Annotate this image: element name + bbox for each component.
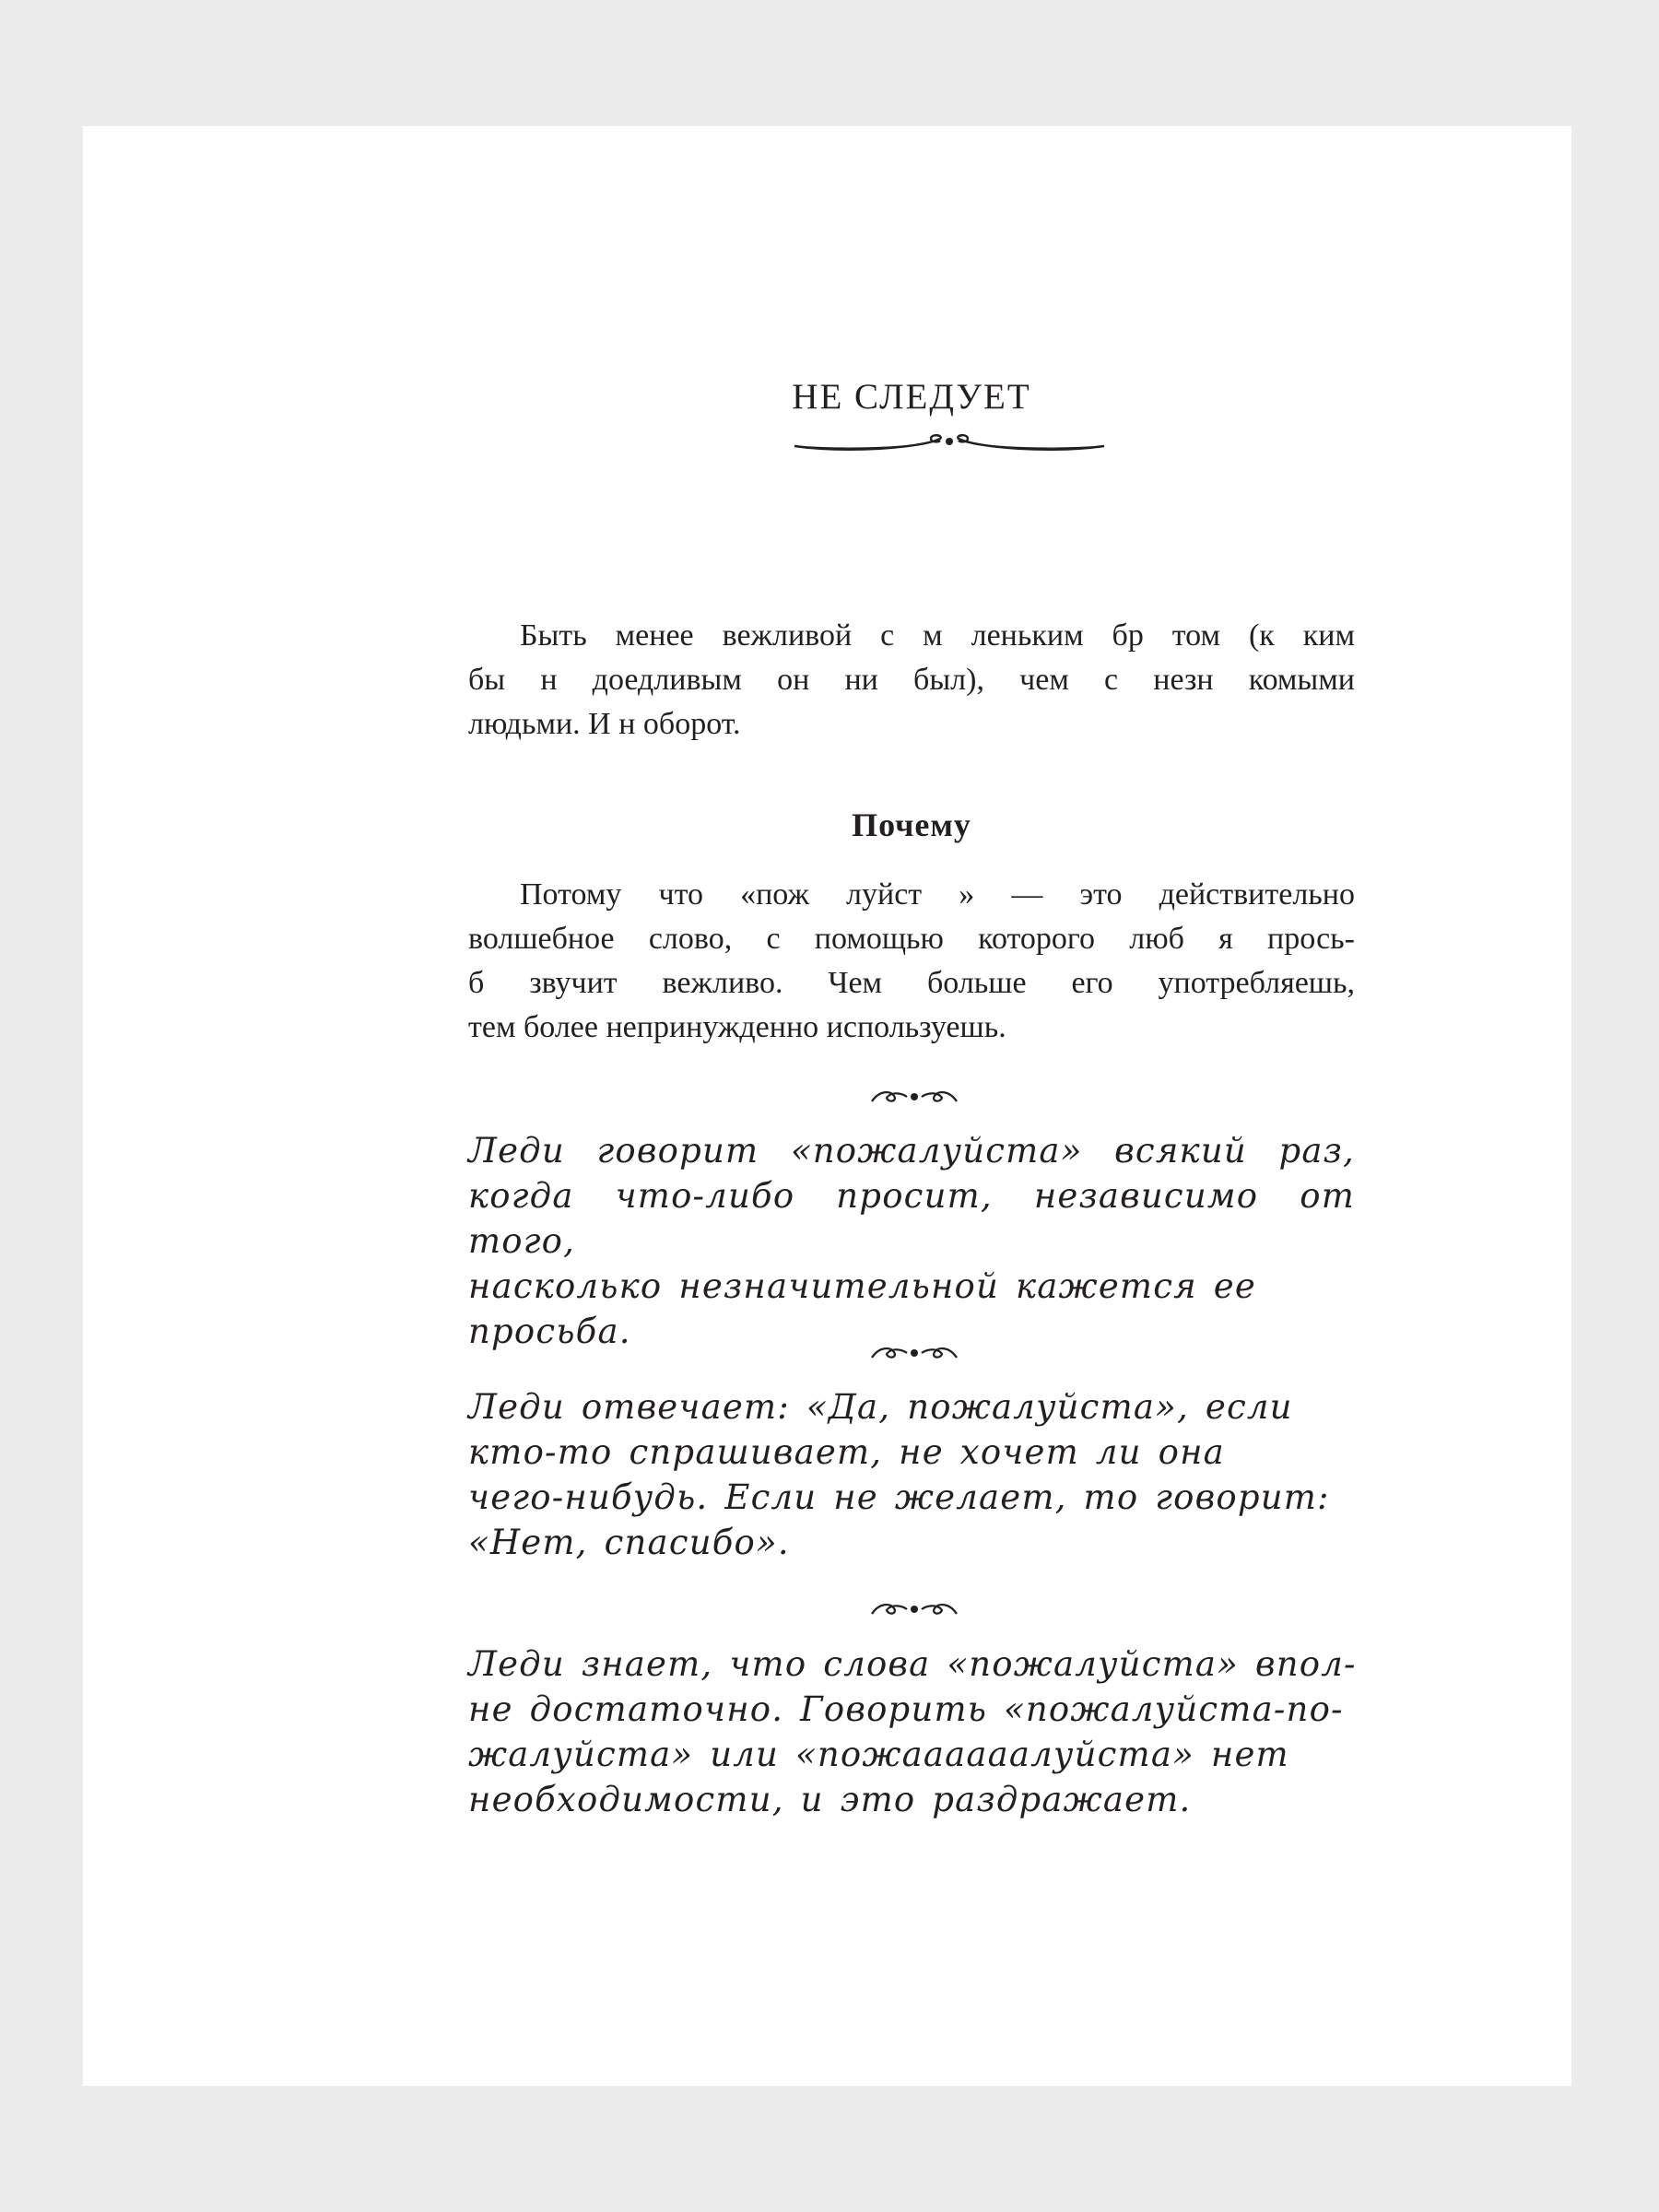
why-line-2: волшебное слово, с помощью которого люб я прось- xyxy=(468,922,1355,956)
rule-2-line-2: кто-то спрашивает, не хочет ли она xyxy=(468,1432,1225,1472)
why-heading: Почему xyxy=(852,806,971,843)
rule-2 xyxy=(468,1384,1355,1565)
ornament-divider-icon xyxy=(870,1599,959,1619)
why-line-4: тем более непринужденно используешь. xyxy=(468,1010,1006,1044)
ornament-divider-icon xyxy=(870,1343,959,1363)
rule-3-line-1: Леди знает, что слова «пожалуйста» впол- xyxy=(468,1644,1357,1684)
ornament-divider-icon xyxy=(870,1087,959,1107)
rule-1-line-3: насколько незначительной кажется ее xyxy=(468,1266,1256,1306)
rule-3-line-4: необходимости, и это раздражает. xyxy=(468,1780,1192,1819)
rule-2-line-4: «Нет, спасибо». xyxy=(468,1523,790,1562)
dont-line-2: бы н доедливым он ни был), чем с незн комыми xyxy=(468,663,1355,697)
rule-3-line-3: жалуйста» или «пожаааааалуйста» нет xyxy=(468,1735,1289,1774)
dont-line-3: людьми. И н оборот. xyxy=(468,707,741,741)
rule-2-line-1: Леди отвечает: «Да, пожалуйста», если xyxy=(468,1387,1293,1427)
why-line-3: б звучит вежливо. Чем больше его употребляешь, xyxy=(468,966,1355,1000)
rule-3 xyxy=(468,1641,1355,1822)
rule-1-line-2: когда что-либо просит, независимо от того, xyxy=(468,1176,1355,1261)
why-paragraph xyxy=(468,873,1355,1050)
why-line-1: Потому что «пож луйст » — это действительно xyxy=(520,877,1355,912)
rule-3-line-2: не достаточно. Говорить «пожалуйста-по- xyxy=(468,1689,1344,1729)
rule-1-line-4: просьба. xyxy=(468,1312,631,1351)
section-title: НЕ СЛЕДУЕТ xyxy=(792,377,1031,417)
dont-line-1: Быть менее вежливой с м леньким бр том (к ким xyxy=(520,618,1355,653)
rule-1-line-1: Леди говорит «пожалуйста» всякий раз, xyxy=(468,1131,1355,1171)
rule-2-line-3: чего-нибудь. Если не желает, то говорит: xyxy=(468,1477,1330,1517)
dont-paragraph xyxy=(468,614,1355,747)
book-page xyxy=(83,126,1571,2086)
rule-1 xyxy=(468,1128,1355,1354)
title-flourish-icon xyxy=(793,428,1106,455)
